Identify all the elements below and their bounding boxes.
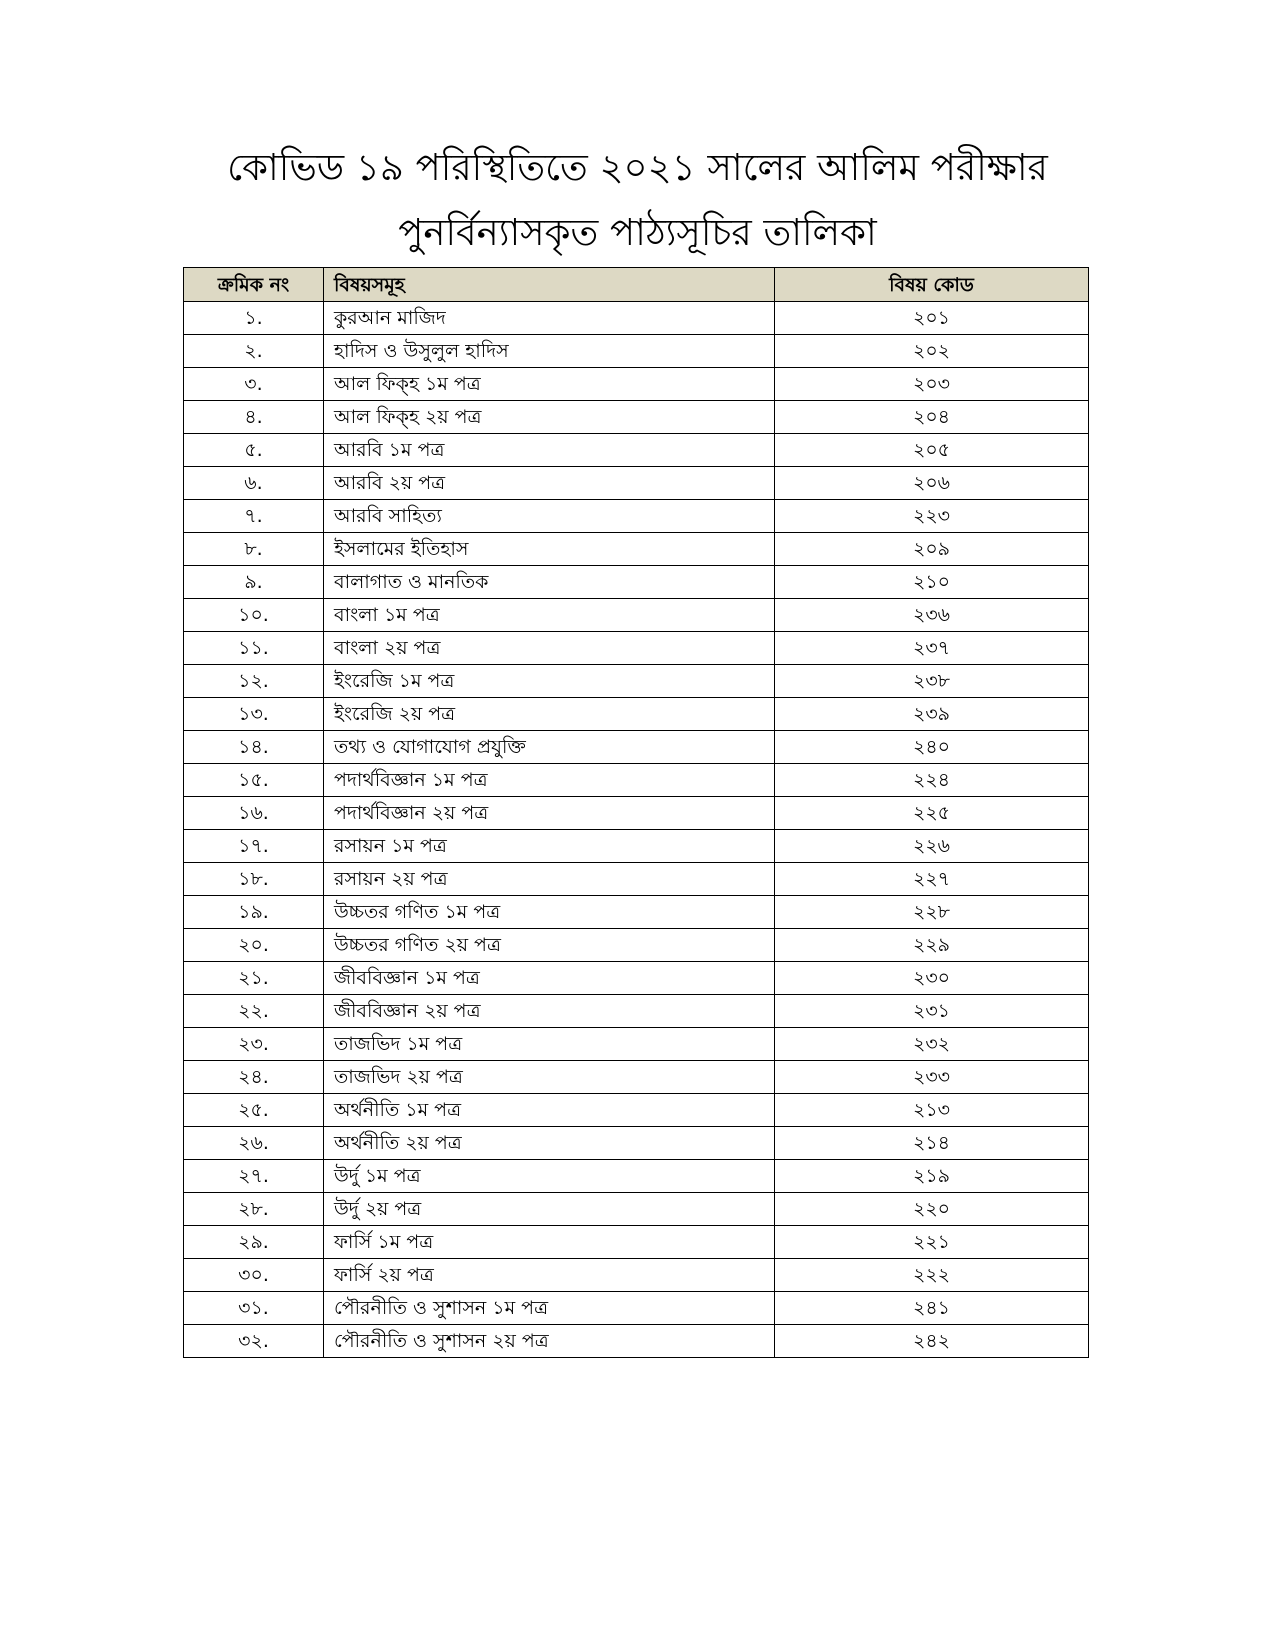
- table-row: [184, 1292, 1089, 1325]
- row-subject-cell: রসায়ন ২য় পত্র: [324, 863, 775, 896]
- row-code-cell: ২২৬: [775, 830, 1089, 863]
- table-row: [184, 302, 1089, 335]
- row-code-cell: ২০৫: [775, 434, 1089, 467]
- row-code-cell: ২১৩: [775, 1094, 1089, 1127]
- row-serial-cell: ৩০.: [184, 1259, 324, 1292]
- row-subject-cell: তাজভিদ ১ম পত্র: [324, 1028, 775, 1061]
- row-code-cell: ২৩৯: [775, 698, 1089, 731]
- table-row: [184, 863, 1089, 896]
- row-subject-cell: বাংলা ২য় পত্র: [324, 632, 775, 665]
- row-serial-cell: ৭.: [184, 500, 324, 533]
- header-row: [184, 268, 1089, 302]
- table-row: [184, 1028, 1089, 1061]
- table-row: [184, 1193, 1089, 1226]
- row-subject-cell: উচ্চতর গণিত ২য় পত্র: [324, 929, 775, 962]
- row-subject-cell: পৌরনীতি ও সুশাসন ১ম পত্র: [324, 1292, 775, 1325]
- row-serial-cell: ১১.: [184, 632, 324, 665]
- row-code-cell: ২২৭: [775, 863, 1089, 896]
- document-title-line-1: কোভিড ১৯ পরিস্থিতিতে ২০২১ সালের আলিম পরীক্ষার: [227, 146, 1048, 189]
- table-row: [184, 599, 1089, 632]
- table-body: [184, 302, 1089, 1358]
- table-row: [184, 533, 1089, 566]
- row-subject-cell: আল ফিক্‌হ ১ম পত্র: [324, 368, 775, 401]
- row-code-cell: ২২৩: [775, 500, 1089, 533]
- row-code-cell: ২৩৭: [775, 632, 1089, 665]
- table-row: [184, 1061, 1089, 1094]
- row-code-cell: ২২৯: [775, 929, 1089, 962]
- row-subject-cell: আরবি সাহিত্য: [324, 500, 775, 533]
- row-code-cell: ২৩৮: [775, 665, 1089, 698]
- row-subject-cell: ইসলামের ইতিহাস: [324, 533, 775, 566]
- table-row: [184, 467, 1089, 500]
- row-code-cell: ২২২: [775, 1259, 1089, 1292]
- row-code-cell: ২৪২: [775, 1325, 1089, 1358]
- row-subject-cell: কুরআন মাজিদ: [324, 302, 775, 335]
- row-serial-cell: ১৭.: [184, 830, 324, 863]
- row-code-cell: ২২৫: [775, 797, 1089, 830]
- row-code-cell: ২১০: [775, 566, 1089, 599]
- row-serial-cell: ২৯.: [184, 1226, 324, 1259]
- table-row: [184, 731, 1089, 764]
- row-subject-cell: পৌরনীতি ও সুশাসন ২য় পত্র: [324, 1325, 775, 1358]
- row-serial-cell: ৬.: [184, 467, 324, 500]
- row-serial-cell: ২৫.: [184, 1094, 324, 1127]
- row-serial-cell: ২৪.: [184, 1061, 324, 1094]
- table-row: [184, 929, 1089, 962]
- row-code-cell: ২২০: [775, 1193, 1089, 1226]
- row-code-cell: ২৪১: [775, 1292, 1089, 1325]
- table-header: [184, 268, 1089, 302]
- table-row: [184, 962, 1089, 995]
- row-subject-cell: ফার্সি ১ম পত্র: [324, 1226, 775, 1259]
- header-subject: বিষয়সমূহ: [324, 268, 775, 302]
- row-subject-cell: জীববিজ্ঞান ১ম পত্র: [324, 962, 775, 995]
- row-subject-cell: অর্থনীতি ২য় পত্র: [324, 1127, 775, 1160]
- row-serial-cell: ১৪.: [184, 731, 324, 764]
- row-subject-cell: ইংরেজি ২য় পত্র: [324, 698, 775, 731]
- row-serial-cell: ৪.: [184, 401, 324, 434]
- row-subject-cell: অর্থনীতি ১ম পত্র: [324, 1094, 775, 1127]
- table-row: [184, 995, 1089, 1028]
- row-subject-cell: আরবি ১ম পত্র: [324, 434, 775, 467]
- row-code-cell: ২২১: [775, 1226, 1089, 1259]
- row-serial-cell: ২৭.: [184, 1160, 324, 1193]
- row-subject-cell: ফার্সি ২য় পত্র: [324, 1259, 775, 1292]
- row-serial-cell: ১৬.: [184, 797, 324, 830]
- row-serial-cell: ২২.: [184, 995, 324, 1028]
- table-row: [184, 797, 1089, 830]
- row-serial-cell: ১৩.: [184, 698, 324, 731]
- row-serial-cell: ৮.: [184, 533, 324, 566]
- row-serial-cell: ২.: [184, 335, 324, 368]
- row-code-cell: ২২৮: [775, 896, 1089, 929]
- row-subject-cell: রসায়ন ১ম পত্র: [324, 830, 775, 863]
- row-serial-cell: ১৮.: [184, 863, 324, 896]
- row-code-cell: ২৩৩: [775, 1061, 1089, 1094]
- row-subject-cell: উর্দু ২য় পত্র: [324, 1193, 775, 1226]
- table-row: [184, 1094, 1089, 1127]
- row-subject-cell: উচ্চতর গণিত ১ম পত্র: [324, 896, 775, 929]
- row-subject-cell: বালাগাত ও মানতিক: [324, 566, 775, 599]
- row-serial-cell: ২৩.: [184, 1028, 324, 1061]
- table-row: [184, 368, 1089, 401]
- row-serial-cell: ৩.: [184, 368, 324, 401]
- header-serial: ক্রমিক নং: [184, 268, 324, 302]
- row-subject-cell: ইংরেজি ১ম পত্র: [324, 665, 775, 698]
- row-subject-cell: উর্দু ১ম পত্র: [324, 1160, 775, 1193]
- row-subject-cell: বাংলা ১ম পত্র: [324, 599, 775, 632]
- row-serial-cell: ২০.: [184, 929, 324, 962]
- row-code-cell: ২৩০: [775, 962, 1089, 995]
- row-code-cell: ২০৩: [775, 368, 1089, 401]
- row-serial-cell: ১৯.: [184, 896, 324, 929]
- table-row: [184, 665, 1089, 698]
- row-code-cell: ২০৪: [775, 401, 1089, 434]
- table-row: [184, 1226, 1089, 1259]
- document-title-line-2: পুনর্বিন্যাসকৃত পাঠ্যসূচির তালিকা: [398, 211, 877, 254]
- table-row: [184, 764, 1089, 797]
- row-serial-cell: ২৮.: [184, 1193, 324, 1226]
- row-subject-cell: তথ্য ও যোগাযোগ প্রযুক্তি: [324, 731, 775, 764]
- table-row: [184, 830, 1089, 863]
- row-serial-cell: ১০.: [184, 599, 324, 632]
- row-subject-cell: হাদিস ও উসুলুল হাদিস: [324, 335, 775, 368]
- table-row: [184, 1127, 1089, 1160]
- row-serial-cell: ১২.: [184, 665, 324, 698]
- row-serial-cell: ৩১.: [184, 1292, 324, 1325]
- row-code-cell: ২০১: [775, 302, 1089, 335]
- table-row: [184, 434, 1089, 467]
- syllabus-table: [183, 267, 1089, 1358]
- table-row: [184, 1259, 1089, 1292]
- row-code-cell: ২৩১: [775, 995, 1089, 1028]
- row-code-cell: ২৩২: [775, 1028, 1089, 1061]
- row-serial-cell: ৫.: [184, 434, 324, 467]
- row-subject-cell: আল ফিক্‌হ ২য় পত্র: [324, 401, 775, 434]
- table-row: [184, 566, 1089, 599]
- row-serial-cell: ১৫.: [184, 764, 324, 797]
- row-code-cell: ২৪০: [775, 731, 1089, 764]
- row-subject-cell: জীববিজ্ঞান ২য় পত্র: [324, 995, 775, 1028]
- row-code-cell: ২১৯: [775, 1160, 1089, 1193]
- row-code-cell: ২০৯: [775, 533, 1089, 566]
- row-code-cell: ২১৪: [775, 1127, 1089, 1160]
- table-row: [184, 632, 1089, 665]
- row-subject-cell: পদার্থবিজ্ঞান ২য় পত্র: [324, 797, 775, 830]
- row-subject-cell: আরবি ২য় পত্র: [324, 467, 775, 500]
- table-row: [184, 1325, 1089, 1358]
- row-code-cell: ২০৬: [775, 467, 1089, 500]
- table-row: [184, 335, 1089, 368]
- row-serial-cell: ২১.: [184, 962, 324, 995]
- row-serial-cell: ৯.: [184, 566, 324, 599]
- table-row: [184, 698, 1089, 731]
- header-code: বিষয় কোড: [775, 268, 1089, 302]
- row-subject-cell: পদার্থবিজ্ঞান ১ম পত্র: [324, 764, 775, 797]
- table-row: [184, 401, 1089, 434]
- table-row: [184, 1160, 1089, 1193]
- table-row: [184, 896, 1089, 929]
- row-code-cell: ২২৪: [775, 764, 1089, 797]
- row-serial-cell: ৩২.: [184, 1325, 324, 1358]
- row-code-cell: ২০২: [775, 335, 1089, 368]
- row-serial-cell: ২৬.: [184, 1127, 324, 1160]
- row-code-cell: ২৩৬: [775, 599, 1089, 632]
- row-subject-cell: তাজভিদ ২য় পত্র: [324, 1061, 775, 1094]
- table-row: [184, 500, 1089, 533]
- row-serial-cell: ১.: [184, 302, 324, 335]
